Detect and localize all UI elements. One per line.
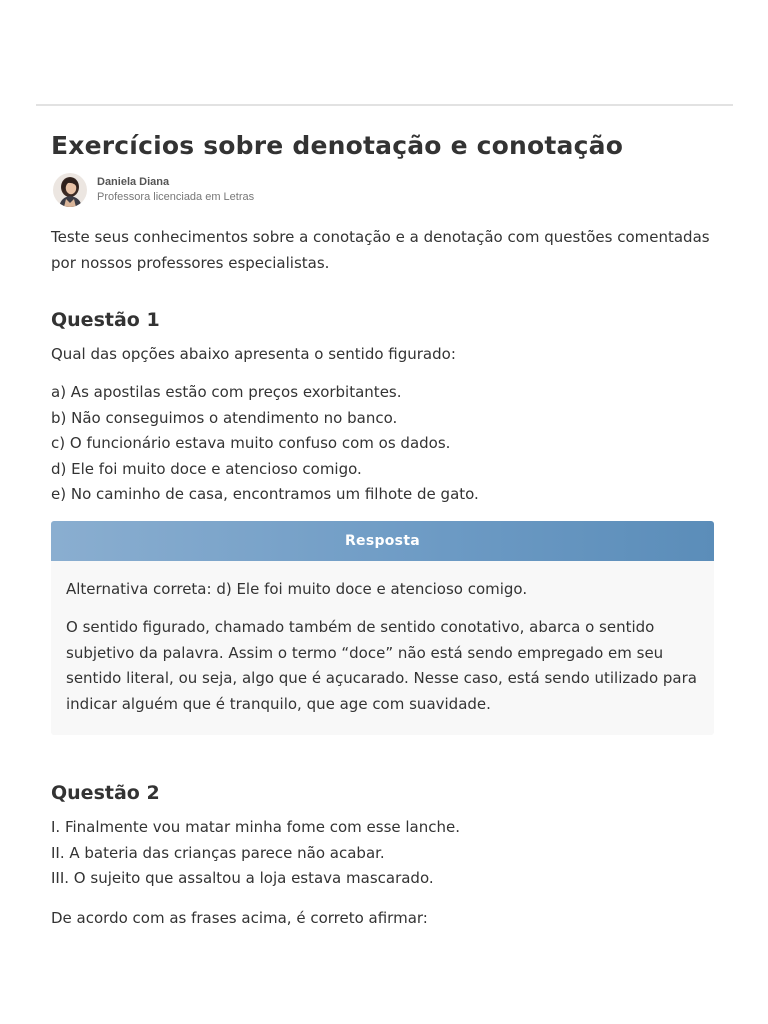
option-b: b) Não conseguimos o atendimento no banco. [51,408,398,427]
answer-explanation: O sentido figurado, chamado também de sentido conotativo, abarca o sentido subjetivo da palavra. Assim o termo “doce” não está sendo empregado em seu sentido literal, ou seja, algo que é açucarado. Nesse caso, está sendo utilizado para indicar alguém que é tranquilo, que age com suavidade. [66,618,697,713]
question-2 [51,780,713,931]
avatar[interactable] [53,173,87,207]
option-d: d) Ele foi muito doce e atencioso comigo. [51,459,362,478]
question-2-prompt: De acordo com as frases acima, é correto afirmar: [51,908,428,927]
statement-i: I. Finalmente vou matar minha fome com esse lanche. [51,818,460,836]
author-byline [51,172,713,208]
question-2-statements [51,815,713,892]
answer-toggle-label: Resposta [344,532,421,549]
author-info [97,175,254,205]
option-c: c) O funcionário estava muito confuso com os dados. [51,434,451,452]
article [51,128,713,931]
statement-iii: III. O sujeito que assaltou a loja estava mascarado. [51,869,434,887]
statement-ii: II. A bateria das crianças parece não acabar. [51,843,385,862]
author-name[interactable]: Daniela Diana [97,176,170,188]
header-divider [36,104,733,106]
question-1-options [51,380,713,508]
option-a: a) As apostilas estão com preços exorbitantes. [51,383,402,401]
author-role: Professora licenciada em Letras [97,191,255,203]
question-2-heading: Questão 2 [51,782,160,804]
correct-answer: Alternativa correta: d) Ele foi muito doce e atencioso comigo. [66,579,528,598]
answer-content [51,561,714,736]
option-e: e) No caminho de casa, encontramos um filhote de gato. [51,485,479,503]
question-1-heading: Questão 1 [51,309,160,331]
question-1-prompt: Qual das opções abaixo apresenta o sentido figurado: [51,345,456,363]
question-1 [51,307,713,735]
answer-toggle-button[interactable] [51,521,714,561]
answer-panel [51,521,714,736]
author-photo-icon [53,173,87,207]
page-title: Exercícios sobre denotação e conotação [51,131,624,160]
intro-paragraph: Teste seus conhecimentos sobre a conotação e a denotação com questões comentadas por nossos professores especialistas. [51,228,710,272]
